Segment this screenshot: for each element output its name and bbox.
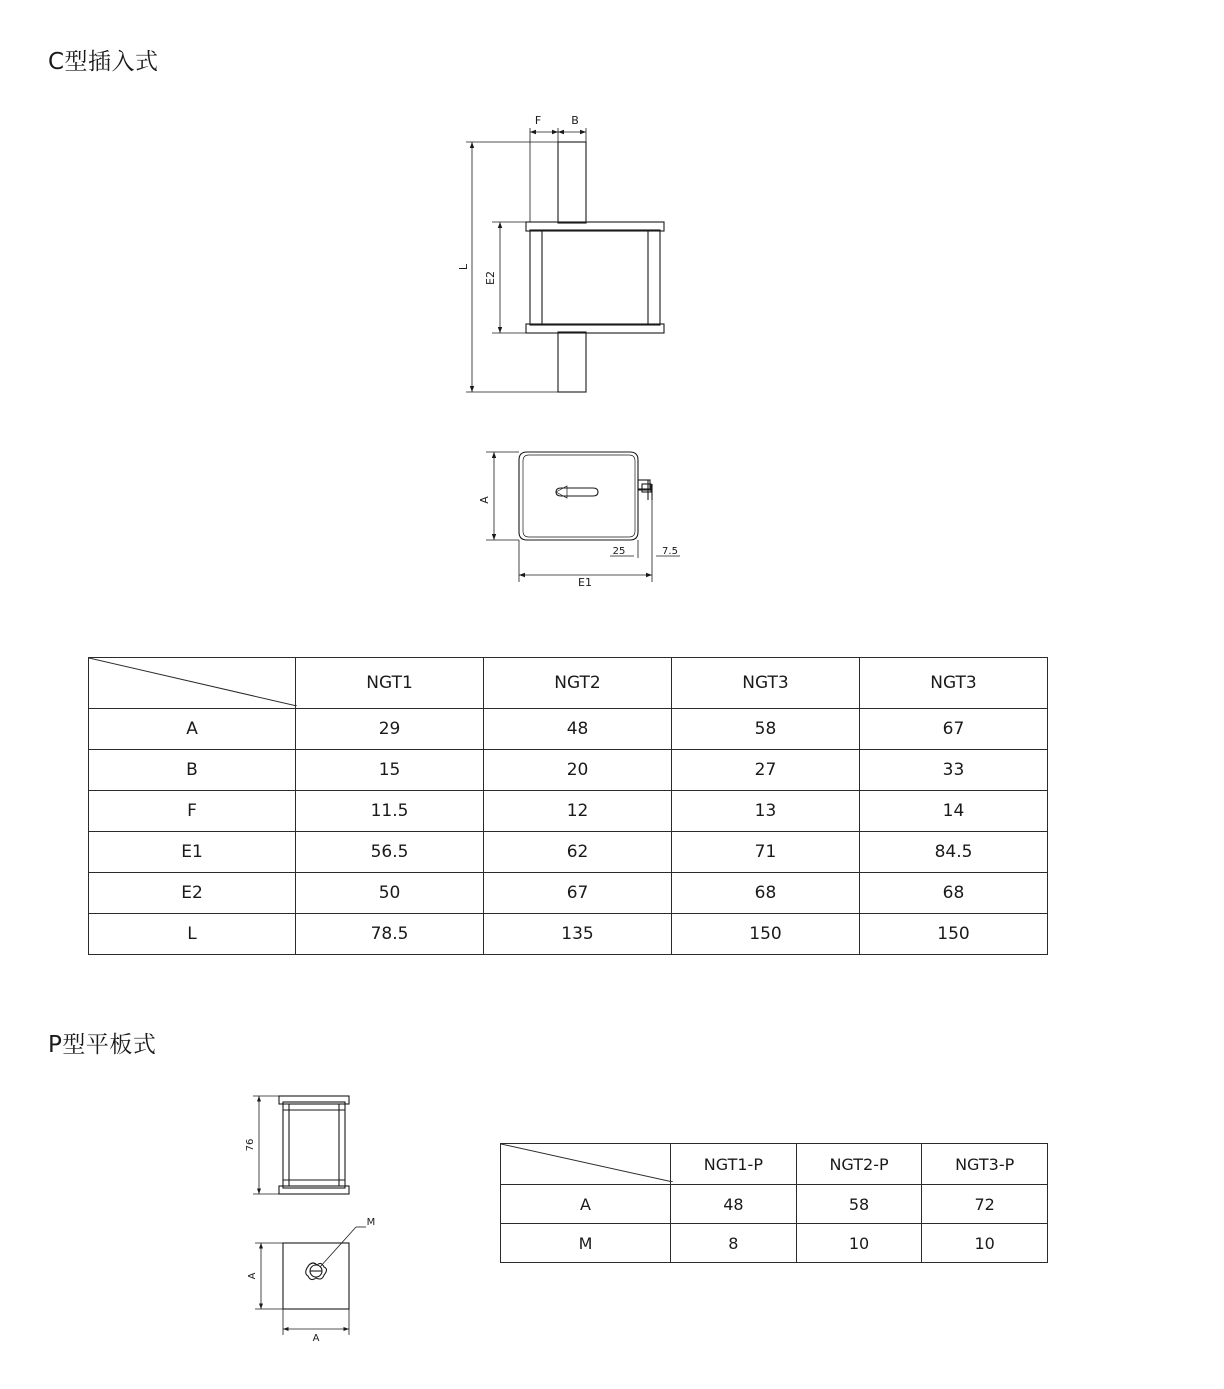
dim-label-a-horizontal: A	[312, 1333, 320, 1344]
section-title-c-type: C型插入式	[48, 49, 159, 75]
dim-label-f: F	[534, 114, 542, 127]
table-cell: 27	[672, 750, 860, 791]
c-type-dimension-table	[88, 657, 1048, 955]
table-row	[89, 791, 1048, 832]
table-col-header: NGT2	[484, 658, 672, 709]
table-cell: 29	[296, 709, 484, 750]
table-row	[501, 1224, 1048, 1263]
table-header-row	[501, 1144, 1048, 1185]
table-cell: 15	[296, 750, 484, 791]
table-cell: 150	[672, 914, 860, 955]
dim-label-a-vertical: A	[247, 1272, 258, 1280]
p-type-front-view-drawing	[225, 1205, 405, 1345]
dim-label-a-top: A	[478, 496, 491, 504]
table-cell: 78.5	[296, 914, 484, 955]
table-cell: 135	[484, 914, 672, 955]
diagonal-divider-icon	[501, 1144, 673, 1182]
table-cell: 58	[796, 1185, 922, 1224]
table-col-header: NGT3-P	[922, 1144, 1048, 1185]
table-cell: 11.5	[296, 791, 484, 832]
dim-label-7-5: 7.5	[662, 546, 678, 557]
table-cell: 33	[859, 750, 1047, 791]
table-row	[89, 873, 1048, 914]
table-cell: 48	[671, 1185, 797, 1224]
table-cell: 71	[672, 832, 860, 873]
table-col-header: NGT3	[672, 658, 860, 709]
dim-label-l: L	[457, 263, 470, 271]
table-col-header: NGT1	[296, 658, 484, 709]
row-label: B	[89, 750, 296, 791]
row-label: A	[501, 1185, 671, 1224]
dim-label-76: 76	[245, 1138, 256, 1152]
table-row	[89, 750, 1048, 791]
table-cell: 12	[484, 791, 672, 832]
p-type-dimension-table	[500, 1143, 1048, 1263]
row-label: E1	[89, 832, 296, 873]
table-corner-cell	[89, 658, 296, 709]
dim-label-25: 25	[612, 546, 626, 557]
table-row	[89, 832, 1048, 873]
table-col-header: NGT2-P	[796, 1144, 922, 1185]
table-row	[89, 709, 1048, 750]
table-cell: 50	[296, 873, 484, 914]
diagonal-divider-icon	[89, 658, 297, 706]
table-cell: 8	[671, 1224, 797, 1263]
table-cell: 150	[859, 914, 1047, 955]
table-cell: 67	[484, 873, 672, 914]
dim-label-e1: E1	[578, 576, 592, 589]
table-cell: 72	[922, 1185, 1048, 1224]
dim-label-b: B	[571, 114, 579, 127]
row-label: A	[89, 709, 296, 750]
table-cell: 84.5	[859, 832, 1047, 873]
section-title-p-type: P型平板式	[48, 1032, 157, 1058]
table-row	[89, 914, 1048, 955]
table-col-header: NGT1-P	[671, 1144, 797, 1185]
table-cell: 67	[859, 709, 1047, 750]
table-cell: 68	[859, 873, 1047, 914]
row-label: E2	[89, 873, 296, 914]
table-cell: 10	[796, 1224, 922, 1263]
table-cell: 20	[484, 750, 672, 791]
table-cell: 62	[484, 832, 672, 873]
table-header-row	[89, 658, 1048, 709]
table-corner-cell	[501, 1144, 671, 1185]
table-cell: 14	[859, 791, 1047, 832]
table-cell: 68	[672, 873, 860, 914]
table-cell: 56.5	[296, 832, 484, 873]
table-cell: 48	[484, 709, 672, 750]
row-label: M	[501, 1224, 671, 1263]
table-row	[501, 1185, 1048, 1224]
c-type-front-view-drawing	[430, 110, 760, 430]
dim-label-e2: E2	[484, 271, 497, 285]
table-cell: 13	[672, 791, 860, 832]
row-label: F	[89, 791, 296, 832]
c-type-top-view-drawing	[430, 430, 760, 600]
row-label: L	[89, 914, 296, 955]
table-cell: 58	[672, 709, 860, 750]
p-type-side-view-drawing	[225, 1080, 405, 1210]
dim-label-m: M	[366, 1217, 376, 1228]
table-col-header: NGT3	[859, 658, 1047, 709]
table-cell: 10	[922, 1224, 1048, 1263]
